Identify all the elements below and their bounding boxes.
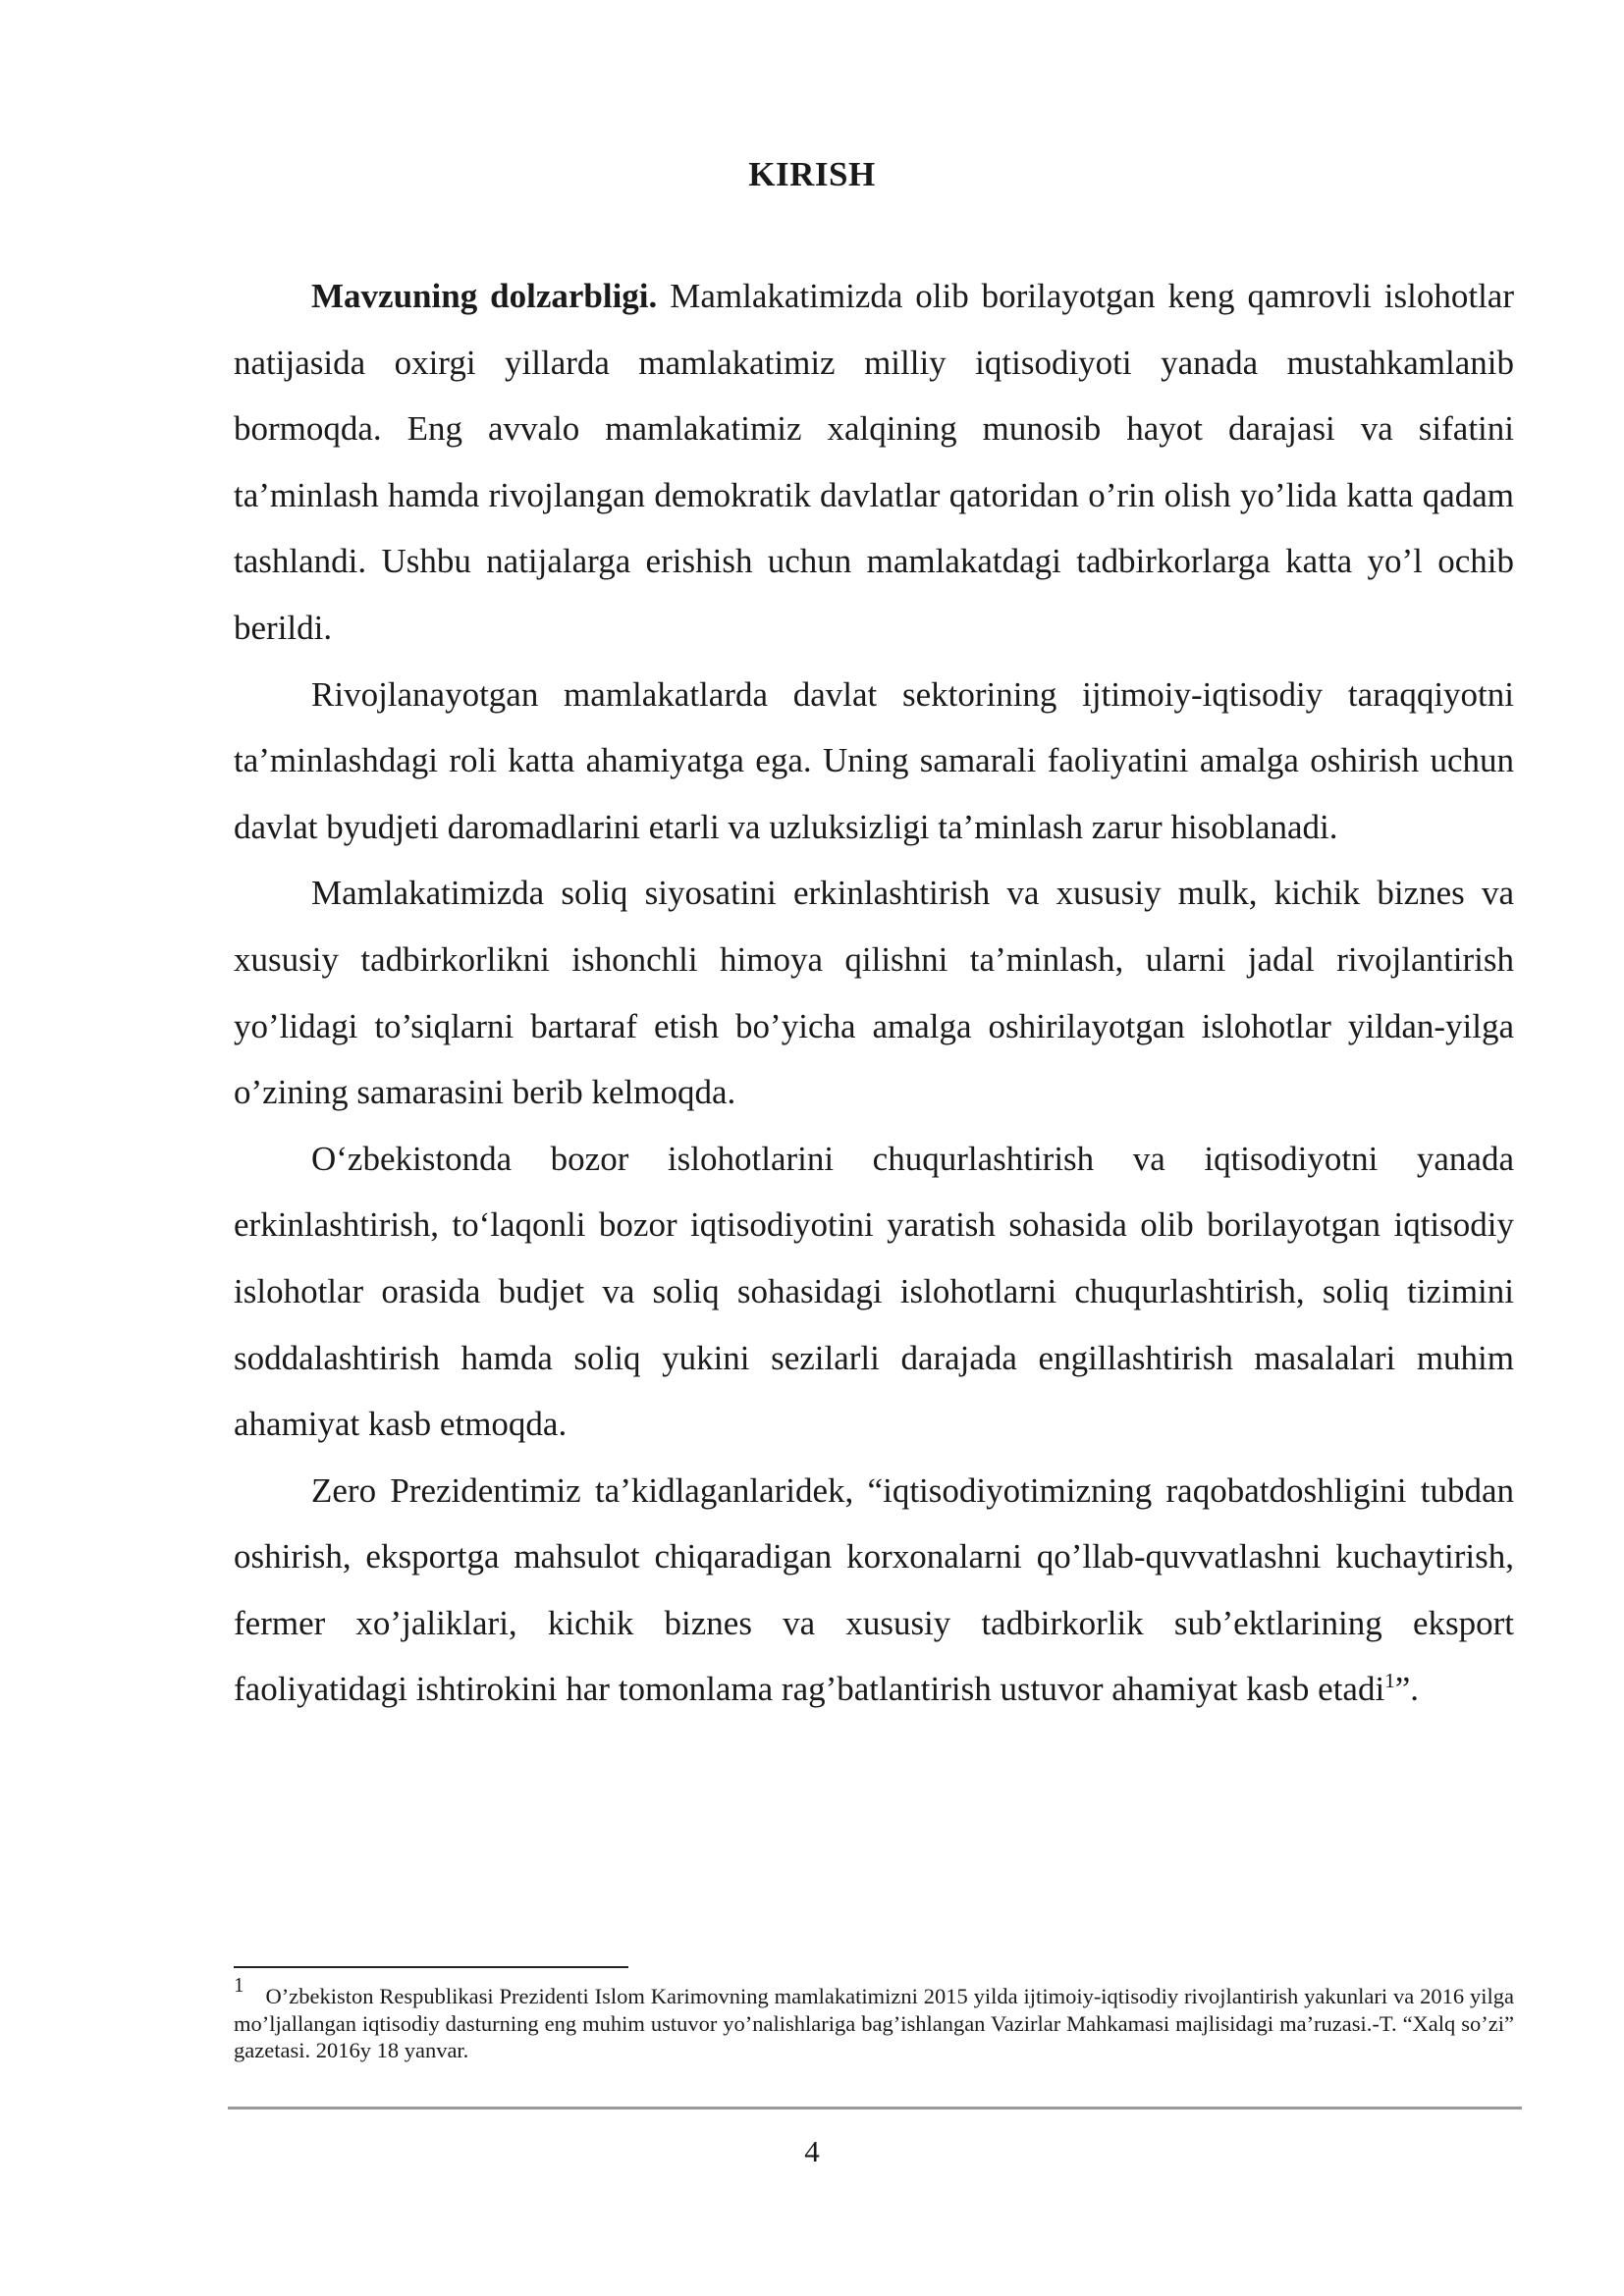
page-number: 4 — [804, 2134, 820, 2168]
paragraph-text: Mamlakatimizda olib borilayotgan keng qamrovli islohotlar natijasida oxirgi yillarda mamlakatimiz milliy iqtisodiyoti yanada mustahkamlanib bormoqda. Eng avvalo mamlakatimiz xalqining munosib hayot darajasi va sifatini ta’minlash hamda rivojlangan demokratik davlatlar qatoridan o’rin olish yo’lida katta qadam tashlandi. Ushbu natijalarga erishish uchun mamlakatdagi tadbirkorlarga katta yo’l ochib berildi. — [234, 277, 1514, 647]
paragraph-text: Zero Prezidentimiz ta’kidlaganlaridek, “iqtisodiyotimizning raqobatdoshligini tubdan oshirish, eksportga mahsulot chiqaradigan korxonalarni qo’llab-quvvatlashni kuchaytirish, fermer xo’jaliklari, kichik biznes va xususiy tadbirkorlik sub’ektlarining eksport faoliyatidagi ishtirokini har tomonlama rag’batlantirish ustuvor ahamiyat kasb etadi — [234, 1470, 1514, 1709]
footnote — [234, 1973, 1514, 2064]
paragraph-market-reforms: O‘zbekistonda bozor islohotlarini chuqurlashtirish va iqtisodiyotni yanada erkinlashtirish, to‘laqonli bozor iqtisodiyotini yaratish sohasida olib borilayotgan iqtisodiy islohotlar orasida budjet va soliq sohasidagi islohotlarni chuqurlashtirish, soliq tizimini soddalashtirish hamda soliq yukini sezilarli darajada engillashtirish masalalari muhim ahamiyat kasb etmoqda. — [234, 1139, 1514, 1444]
page-title: KIRISH — [748, 155, 876, 193]
footnote-text: O’zbekiston Respublikasi Prezidenti Islom Karimovning mamlakatimizni 2015 yilda ijtimoiy-iqtisodiy rivojlantirish yakunlari va 2016 yilga mo’ljallangan iqtisodiy dasturning eng muhim ustuvor yo’nalishlariga bag’ishlangan Vazirlar Mahkamasi majlisidagi ma’ruzasi.-T. “Xalq so’zi” gazetasi. 2016y 18 yanvar. — [234, 1984, 1514, 2062]
quote-closing: ”. — [1394, 1670, 1419, 1709]
footnote-reference[interactable]: 1 — [1384, 1669, 1395, 1693]
paragraph-public-sector: Rivojlanayotgan mamlakatlarda davlat sektorining ijtimoiy-iqtisodiy taraqqiyotni ta’minlashdagi roli katta ahamiyatga ega. Uning samarali faoliyatini amalga oshirish uchun davlat byudjeti daromadlarini etarli va uzluksizligi ta’minlash zarur hisoblanadi. — [234, 674, 1514, 846]
paragraph-lead-heading: Mavzuning dolzarbligi. — [311, 277, 658, 315]
paragraph-tax-policy: Mamlakatimizda soliq siyosatini erkinlashtirish va xususiy mulk, kichik biznes va xususiy tadbirkorlikni ishonchli himoya qilishni ta’minlash, ularni jadal rivojlantirish yo’lidagi to’siqlarni bartaraf etish bo’yicha amalga oshirilayotgan islohotlar yildan-yilga o’zining samarasini berib kelmoqda. — [234, 874, 1514, 1112]
paragraph-relevance — [234, 263, 1514, 662]
paragraph-president-quote — [234, 1458, 1514, 1723]
body-text — [234, 263, 1514, 1723]
page-footer-divider — [228, 2107, 1522, 2109]
footnote-marker: 1 — [234, 1973, 244, 1997]
footnote-separator — [234, 1966, 628, 1968]
